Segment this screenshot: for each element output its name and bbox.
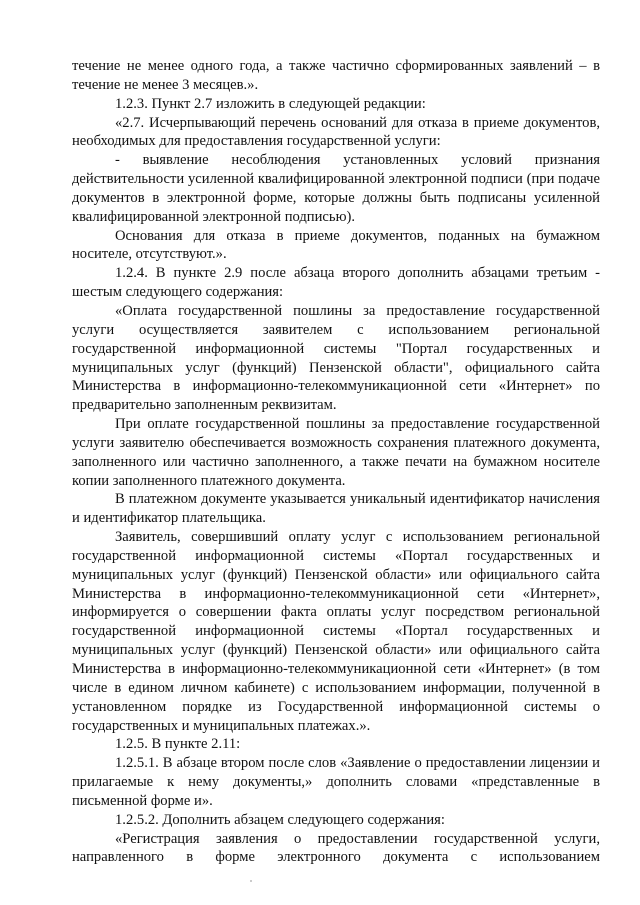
paragraph: «Регистрация заявления о предоставлении государственной услуги, направленного в форме электронного документа с использованием — [72, 830, 600, 866]
paragraph: При оплате государственной пошлины за предоставление государственной услуги заявителю обеспечивается возможность сохранения платежного документа, заполненного или частично заполненного, а также печати на бумажном носителе копии заполненного платежного документа. — [72, 416, 600, 489]
paragraph: «Оплата государственной пошлины за предоставление государственной услуги осуществляется заявителем с использованием региональной государственной информационной системы "Портал государственных и муниципальных услуг (функций) Пензенской области", официального сайта Министерства в информационно-телекоммуникационной сети «Интернет» по предварительно заполненным реквизитам. — [72, 302, 600, 414]
scan-speck — [250, 880, 252, 882]
paragraph: 1.2.5.2. Дополнить абзацем следующего содержания: — [115, 811, 445, 828]
paragraph: 1.2.5. В пункте 2.11: — [115, 736, 241, 753]
paragraph: - выявление несоблюдения установленных условий признания действительности усиленной квалифицированной электронной подписи (при подаче документов в электронной форме, которые должны быть подписаны усиленной квалифицированной электронной подписью). — [72, 152, 600, 225]
paragraph: 1.2.5.1. В абзаце втором после слов «Заявление о предоставлении лицензии и прилагаемые к нему документы,» дополнить словами «представленные в письменной форме и». — [72, 755, 600, 809]
paragraph: «2.7. Исчерпывающий перечень оснований для отказа в приеме документов, необходимых для предоставления государственной услуги: — [72, 114, 600, 150]
paragraph: Заявитель, совершивший оплату услуг с использованием региональной государственной информационной системы «Портал государственных и муниципальных услуг (функций) Пензенской области» или официального сайта Министерства в информационно-телекоммуникационной сети «Интернет», информируется о совершении факта оплаты услуг посредством региональной государственной информационной системы «Портал государственных и муниципальных услуг (функций) Пензенской области» или официального сайта Министерства в информационно-телекоммуникационной сети «Интернет» (в том числе в едином личном кабинете) с использованием информации, полученной в установленном порядке из Государственной информационной системы о государственных и муниципальных платежах.». — [72, 529, 600, 734]
document-body — [72, 57, 600, 867]
paragraph: течение не менее одного года, а также частично сформированных заявлений – в течение не менее 3 месяцев.». — [72, 58, 600, 93]
paragraph: В платежном документе указывается уникальный идентификатор начисления и идентификатор плательщика. — [72, 491, 600, 527]
paragraph: Основания для отказа в приеме документов, поданных на бумажном носителе, отсутствуют.». — [72, 227, 600, 263]
paragraph: 1.2.3. Пункт 2.7 изложить в следующей редакции: — [115, 95, 426, 112]
paragraph: 1.2.4. В пункте 2.9 после абзаца второго дополнить абзацами третьим - шестым следующего содержания: — [72, 265, 600, 301]
